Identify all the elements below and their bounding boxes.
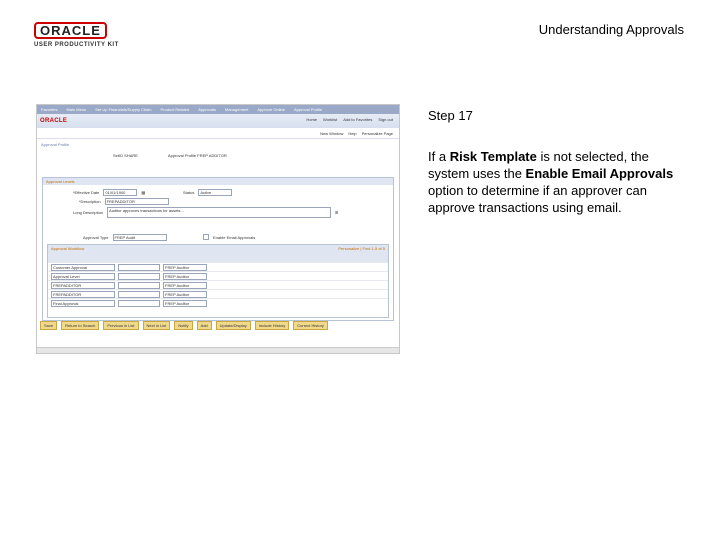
horizontal-scrollbar[interactable] xyxy=(37,347,399,353)
nav-item[interactable]: Product Related xyxy=(160,107,190,112)
long-desc-input[interactable]: Auditor approves transactions for assets... xyxy=(107,207,331,218)
desc-label: *Description xyxy=(79,199,101,204)
row-type[interactable]: Final Approval xyxy=(51,300,115,307)
calendar-icon[interactable]: ▦ xyxy=(141,190,146,195)
row-type[interactable]: FREPADDITOR xyxy=(51,291,115,298)
page-title: Understanding Approvals xyxy=(538,22,684,37)
row-field[interactable] xyxy=(118,273,160,280)
row-type[interactable]: Approval Level xyxy=(51,273,115,280)
grid-nav[interactable]: Personalize | Find xyxy=(338,246,371,251)
grid-title: Approval Workflow xyxy=(51,246,85,251)
approval-workflow-grid xyxy=(47,244,389,318)
correct-history-button[interactable]: Correct History xyxy=(293,321,328,330)
row-field[interactable] xyxy=(118,291,160,298)
include-history-button[interactable]: Include History xyxy=(255,321,289,330)
step-text: is not selected, the system uses the xyxy=(428,149,649,181)
profile-label: Approval Profile xyxy=(167,153,197,158)
oracle-logo-text: ORACLE xyxy=(34,22,107,39)
nav-item[interactable]: Management xyxy=(225,107,249,112)
long-desc-label: Long Description xyxy=(73,210,104,215)
row-field[interactable] xyxy=(118,300,160,307)
next-in-list-button[interactable]: Next in List xyxy=(143,321,171,330)
approval-type-label: Approval Type xyxy=(83,235,109,240)
header-link[interactable]: Sign out xyxy=(378,117,393,122)
step-bold: Risk Template xyxy=(449,149,537,164)
toolbar-link[interactable]: Help xyxy=(348,130,357,136)
embedded-screenshot xyxy=(36,104,400,354)
step-description xyxy=(428,148,688,216)
header-link[interactable]: Home xyxy=(306,117,318,122)
oracle-logo-sub: USER PRODUCTIVITY KIT xyxy=(34,42,119,48)
row-value[interactable]: FREP Auditor xyxy=(163,282,207,289)
ps-nav-bar xyxy=(37,105,399,114)
notify-button[interactable]: Notify xyxy=(174,321,192,330)
nav-item[interactable]: Set Up Financials/Supply Chain xyxy=(95,107,152,112)
key-fields xyxy=(37,150,399,161)
toolbar-link[interactable]: Personalize Page xyxy=(361,130,393,136)
breadcrumb: Approval Profile xyxy=(41,142,70,147)
save-button[interactable]: Save xyxy=(40,321,57,330)
nav-item[interactable]: Favorites xyxy=(41,107,58,112)
oracle-logo xyxy=(34,22,124,48)
table-row xyxy=(48,262,388,271)
desc-input[interactable]: FREPADDITOR xyxy=(105,198,169,205)
add-button[interactable]: Add xyxy=(197,321,212,330)
profile-value: FREP ADDITOR xyxy=(197,153,227,158)
ps-brand-bar xyxy=(37,114,399,128)
setid-label: SetID xyxy=(113,153,124,158)
step-heading: Step 17 xyxy=(428,108,473,123)
row-type[interactable]: Customer Approval xyxy=(51,264,115,271)
step-bold: Enable Email Approvals xyxy=(525,166,674,181)
update-display-button[interactable]: Update/Display xyxy=(216,321,251,330)
row-field[interactable] xyxy=(118,282,160,289)
row-type[interactable]: FREPADDITOR xyxy=(51,282,115,289)
row-value[interactable]: FREP Auditor xyxy=(163,264,207,271)
nav-item[interactable]: Approve Online xyxy=(257,107,285,112)
nav-item[interactable]: Approval Profile xyxy=(293,107,323,112)
table-row xyxy=(48,271,388,280)
approval-type-select[interactable]: FREP Audit xyxy=(113,234,167,241)
header-link[interactable]: Worklist xyxy=(323,117,338,122)
table-row xyxy=(48,298,388,307)
nav-item[interactable]: Main Menu xyxy=(66,107,87,112)
eff-date-input[interactable]: 01/01/1900 xyxy=(103,189,137,196)
row-value[interactable]: FREP Auditor xyxy=(163,300,207,307)
row-value[interactable]: FREP Auditor xyxy=(163,291,207,298)
table-row xyxy=(48,280,388,289)
table-row xyxy=(48,289,388,298)
previous-in-list-button[interactable]: Previous in List xyxy=(103,321,138,330)
enable-email-label: Enable Email Approvals xyxy=(213,234,256,240)
grid-header xyxy=(48,252,388,262)
status-select[interactable]: Active xyxy=(198,189,232,196)
button-bar xyxy=(40,321,328,330)
header-link[interactable]: Add to Favorites xyxy=(343,117,373,122)
expand-icon[interactable]: ⊞ xyxy=(335,210,339,215)
row-field[interactable] xyxy=(118,264,160,271)
setid-value: SHARE xyxy=(124,153,138,158)
toolbar-link[interactable]: New Window xyxy=(320,130,344,136)
step-text: option to determine if an approver can approve transactions using email. xyxy=(428,183,647,215)
eff-date-label: *Effective Date xyxy=(73,190,100,195)
grid-count: 1-5 of 5 xyxy=(371,246,385,251)
row-value[interactable]: FREP Auditor xyxy=(163,273,207,280)
ps-toolbar xyxy=(37,128,399,139)
box-title: Approval Levels xyxy=(43,178,393,185)
ps-logo: ORACLE xyxy=(40,118,68,124)
status-label: Status xyxy=(183,190,195,195)
enable-email-checkbox[interactable] xyxy=(203,234,209,240)
step-text: If a xyxy=(428,149,450,164)
approval-levels-box xyxy=(42,177,394,321)
nav-item[interactable]: Approvals xyxy=(198,107,216,112)
return-to-search-button[interactable]: Return to Search xyxy=(61,321,99,330)
